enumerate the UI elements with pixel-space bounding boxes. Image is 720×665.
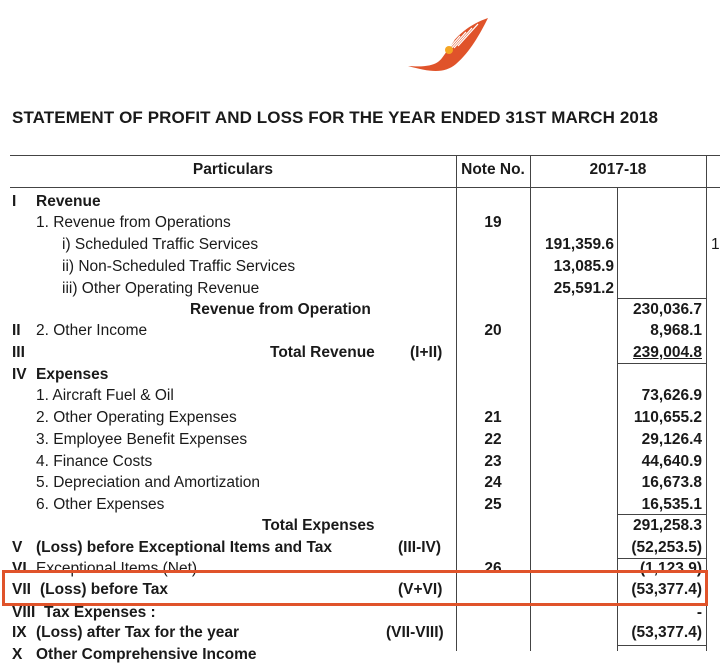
row-roman: VIII xyxy=(12,604,36,621)
row-label: Tax Expenses : xyxy=(44,604,156,621)
header-particulars: Particulars xyxy=(192,161,274,178)
row-total-value: (53,377.4) xyxy=(631,581,702,598)
row-roman: V xyxy=(12,539,23,556)
extra-col-fragment: 1 xyxy=(711,236,720,253)
row-total-value: 16,535.1 xyxy=(641,496,702,513)
row-label: 6. Other Expenses xyxy=(36,496,165,513)
row-roman: II xyxy=(12,322,21,339)
row-total-value: 291,258.3 xyxy=(633,517,702,534)
row-ref: (I+II) xyxy=(410,344,443,361)
table-top-border xyxy=(10,155,720,156)
row-total-value: 239,004.8 xyxy=(633,344,702,361)
row-total-value: 230,036.7 xyxy=(633,301,702,318)
row-total-value: 8,968.1 xyxy=(650,322,702,339)
row-total-value: - xyxy=(696,604,702,621)
row-label: Total Revenue xyxy=(270,344,375,361)
row-roman: X xyxy=(12,646,23,663)
row-label: 2. Other Operating Expenses xyxy=(36,409,237,426)
row-note: 21 xyxy=(484,409,502,426)
row-label: 2. Other Income xyxy=(36,322,148,339)
statement-title: STATEMENT OF PROFIT AND LOSS FOR THE YEAR ENDED 31ST MARCH 2018 xyxy=(12,108,659,127)
row-label: Other Comprehensive Income xyxy=(36,646,257,663)
row-roman: I xyxy=(12,193,17,210)
sub-total-rule xyxy=(617,298,706,299)
row-label: 4. Finance Costs xyxy=(36,453,153,470)
row-label: iii) Other Operating Revenue xyxy=(62,280,260,297)
row-roman: VI xyxy=(12,560,27,577)
row-ref: (III-IV) xyxy=(398,539,442,556)
revenue-total-rule xyxy=(617,363,706,364)
row-sub-value: 191,359.6 xyxy=(545,236,614,253)
row-total-value: 44,640.9 xyxy=(641,453,702,470)
row-note: 25 xyxy=(484,496,502,513)
row-total-value: (1,123.9) xyxy=(639,560,702,577)
row-total-value: 110,655.2 xyxy=(633,409,702,426)
row-label: 3. Employee Benefit Expenses xyxy=(36,431,248,448)
row-label: Revenue from Operation xyxy=(190,301,371,318)
row-label: ii) Non-Scheduled Traffic Services xyxy=(62,258,296,275)
row-roman: IX xyxy=(12,624,27,641)
row-note: 24 xyxy=(484,474,502,491)
row-roman: IV xyxy=(12,366,27,383)
row-ref: (VII-VIII) xyxy=(386,624,444,641)
row-label: (Loss) before Tax xyxy=(40,581,169,598)
row-total-value: (52,253.5) xyxy=(631,539,702,556)
row-label: Exceptional Items (Net) xyxy=(36,560,198,577)
row-label: (Loss) before Exceptional Items and Tax xyxy=(36,539,333,556)
row-total-value: 29,126.4 xyxy=(641,431,702,448)
row-label: (Loss) after Tax for the year xyxy=(36,624,239,641)
row-total-value: (53,377.4) xyxy=(631,624,702,641)
row-roman: III xyxy=(12,344,25,361)
row-ref: (V+VI) xyxy=(398,581,443,598)
row-note: 22 xyxy=(484,431,502,448)
header-note: Note No. xyxy=(461,161,525,178)
air-india-logo-icon xyxy=(400,14,495,82)
row-note: 26 xyxy=(484,560,502,577)
row-roman: VII xyxy=(12,581,31,598)
row-label: Revenue xyxy=(36,193,101,210)
row-label: 1. Revenue from Operations xyxy=(36,214,231,231)
row-note: 19 xyxy=(484,214,502,231)
row-label: i) Scheduled Traffic Services xyxy=(62,236,259,253)
highlight-box-loss-before-tax xyxy=(2,570,708,606)
row-sub-value: 25,591.2 xyxy=(553,280,614,297)
row-note: 23 xyxy=(484,453,502,470)
row-label: Expenses xyxy=(36,366,109,383)
net-loss-rule xyxy=(617,645,706,646)
row-sub-value: 13,085.9 xyxy=(553,258,614,275)
row-label: 1. Aircraft Fuel & Oil xyxy=(36,387,174,404)
header-year: 2017-18 xyxy=(589,161,647,178)
row-label: Total Expenses xyxy=(262,517,375,534)
row-total-value: 16,673.8 xyxy=(641,474,702,491)
row-total-value: 73,626.9 xyxy=(641,387,702,404)
row-note: 20 xyxy=(484,322,502,339)
row-label: 5. Depreciation and Amortization xyxy=(36,474,261,491)
header-bottom-border xyxy=(10,187,720,188)
